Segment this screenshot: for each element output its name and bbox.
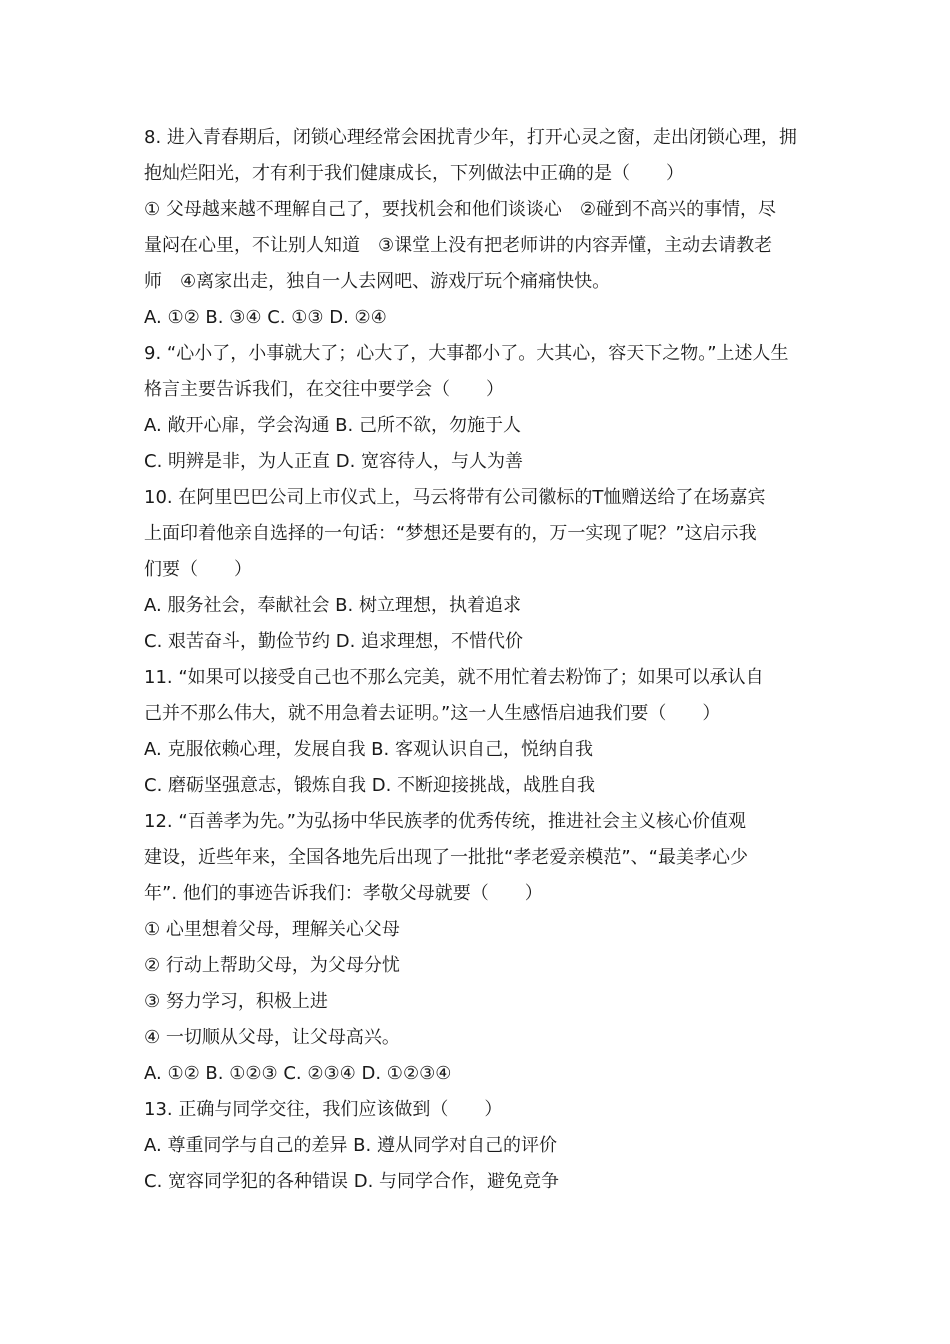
q12-statement-3: ③ 努力学习，积极上进 bbox=[144, 991, 328, 1012]
q8-options: A. ①② B. ③④ C. ①③ D. ②④ bbox=[144, 307, 387, 328]
q11-options-cd: C. 磨砺坚强意志，锻炼自我 D. 不断迎接挑战，战胜自我 bbox=[144, 775, 596, 796]
q12-options: A. ①② B. ①②③ C. ②③④ D. ①②③④ bbox=[144, 1063, 452, 1084]
q9-stem-line-2: 格言主要告诉我们，在交往中要学会（ ） bbox=[144, 379, 504, 400]
q12-statement-2: ② 行动上帮助父母，为父母分忧 bbox=[144, 955, 400, 976]
q9-stem-line-1: 9. “心小了，小事就大了；心大了，大事都小了。大其心，容天下之物。”上述人生 bbox=[144, 343, 789, 364]
q13-options-cd: C. 宽容同学犯的各种错误 D. 与同学合作，避免竞争 bbox=[144, 1171, 560, 1192]
q11-stem-line-1: 11. “如果可以接受自己也不那么完美，就不用忙着去粉饰了；如果可以承认自 bbox=[144, 667, 764, 688]
q12-stem-line-2: 建设，近些年来，全国各地先后出现了一批批“孝老爱亲模范”、“最美孝心少 bbox=[144, 847, 748, 868]
q12-statement-4: ④ 一切顺从父母，让父母高兴。 bbox=[144, 1027, 400, 1048]
q9-options-cd: C. 明辨是非，为人正直 D. 宽容待人，与人为善 bbox=[144, 451, 524, 472]
q10-options-cd: C. 艰苦奋斗，勤俭节约 D. 追求理想，不惜代价 bbox=[144, 631, 524, 652]
q10-stem-line-2: 上面印着他亲自选择的一句话：“梦想还是要有的，万一实现了呢？”这启示我 bbox=[144, 523, 757, 544]
q11-stem-line-2: 己并不那么伟大，就不用急着去证明。”这一人生感悟启迪我们要（ ） bbox=[144, 703, 721, 724]
q12-stem-line-1: 12. “百善孝为先。”为弘扬中华民族孝的优秀传统，推进社会主义核心价值观 bbox=[144, 811, 746, 832]
q12-stem-line-3: 年”. 他们的事迹告诉我们：孝敬父母就要（ ） bbox=[144, 883, 543, 904]
q8-statements-line-1: ① 父母越来越不理解自己了，要找机会和他们谈谈心 ②碰到不高兴的事情，尽 bbox=[144, 199, 776, 220]
q8-statements-line-3: 师 ④离家出走，独自一人去网吧、游戏厅玩个痛痛快快。 bbox=[144, 271, 611, 292]
q10-stem-line-3: 们要（ ） bbox=[144, 559, 252, 580]
q11-options-ab: A. 克服依赖心理，发展自我 B. 客观认识自己，悦纳自我 bbox=[144, 739, 593, 760]
q13-options-ab: A. 尊重同学与自己的差异 B. 遵从同学对自己的评价 bbox=[144, 1135, 557, 1156]
q13-stem: 13. 正确与同学交往，我们应该做到（ ） bbox=[144, 1099, 503, 1120]
q8-stem-line-1: 8. 进入青春期后，闭锁心理经常会困扰青少年，打开心灵之窗，走出闭锁心理，拥 bbox=[144, 127, 797, 148]
q10-stem-line-1: 10. 在阿里巴巴公司上市仪式上，马云将带有公司徽标的T恤赠送给了在场嘉宾 bbox=[144, 487, 766, 508]
q9-options-ab: A. 敞开心扉，学会沟通 B. 己所不欲，勿施于人 bbox=[144, 415, 521, 436]
q8-stem-line-2: 抱灿烂阳光，才有利于我们健康成长，下列做法中正确的是（ ） bbox=[144, 163, 684, 184]
q10-options-ab: A. 服务社会，奉献社会 B. 树立理想，执着追求 bbox=[144, 595, 521, 616]
q8-statements-line-2: 量闷在心里，不让别人知道 ③课堂上没有把老师讲的内容弄懂，主动去请教老 bbox=[144, 235, 773, 256]
q12-statement-1: ① 心里想着父母，理解关心父母 bbox=[144, 919, 400, 940]
